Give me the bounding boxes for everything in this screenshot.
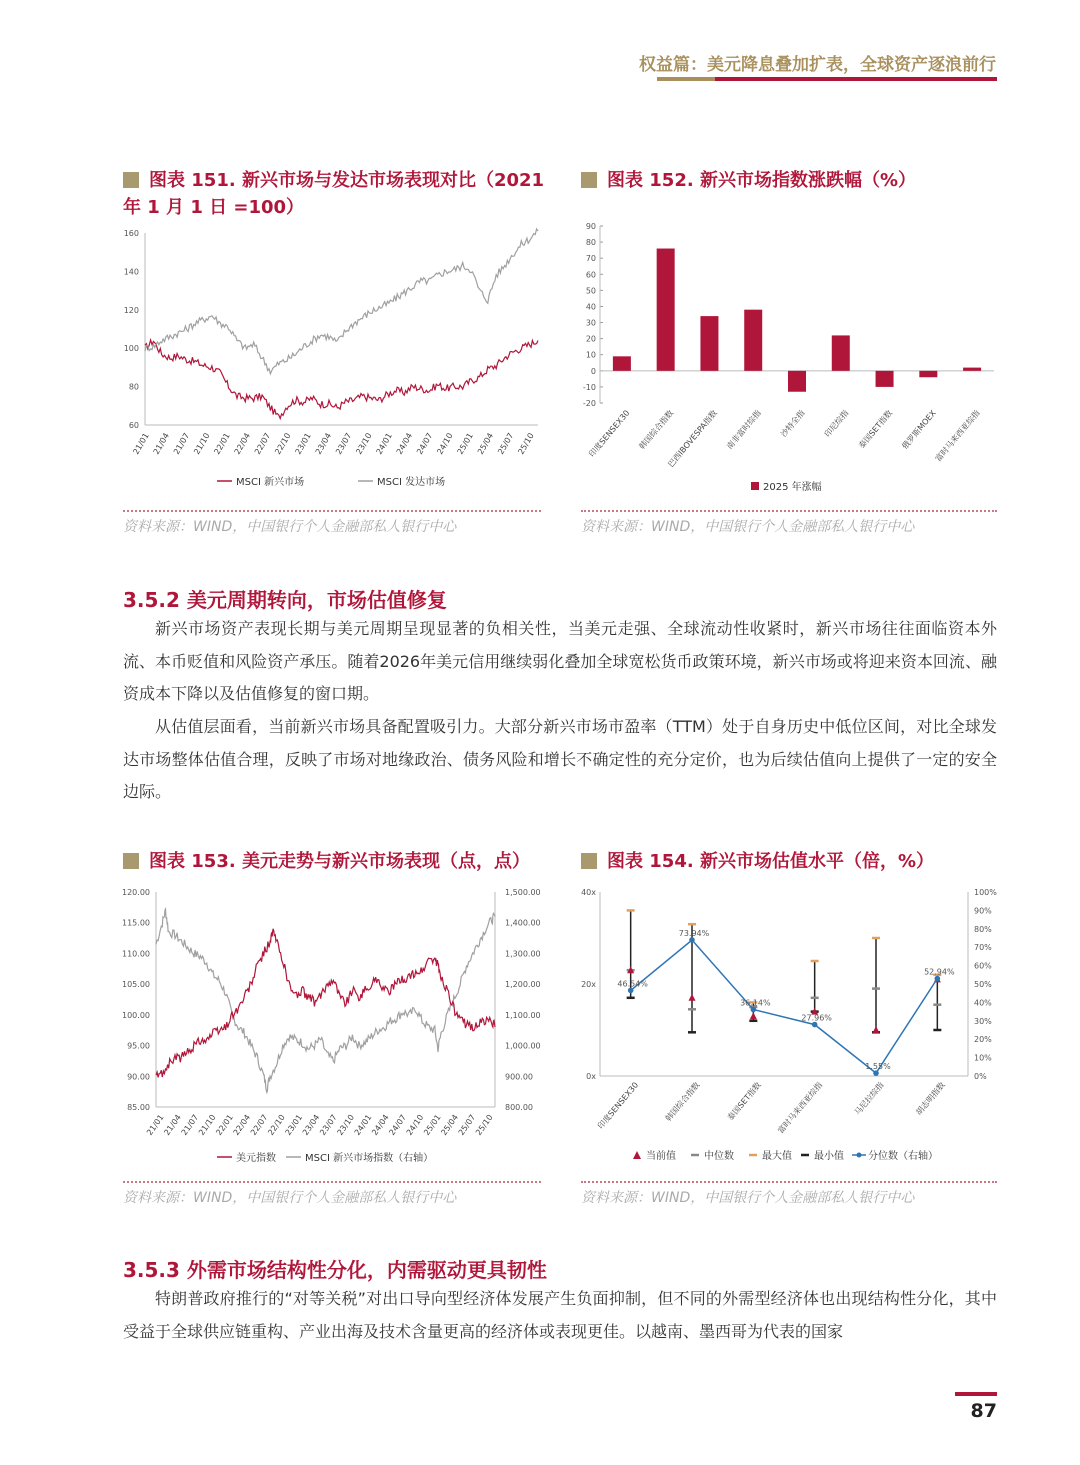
x-tick-label: 24/01 [352, 1112, 374, 1138]
x-category-label: 巴西IBOVESPA指数 [666, 408, 719, 469]
percentile-point [689, 937, 695, 943]
x-tick-label: 24/04 [370, 1112, 391, 1138]
y-tick-label: 0 [590, 366, 596, 376]
fig154-divider [581, 1181, 997, 1183]
legend-label-em: MSCI 新兴市场 [236, 477, 305, 488]
percentile-label: 36.14% [740, 998, 771, 1008]
fig152-source: 资料来源：WIND，中国银行个人金融部私人银行中心 [581, 519, 915, 535]
current-marker [750, 1012, 757, 1019]
left-tick-label: 40x [581, 888, 596, 897]
x-category-label: 南非富时综指 [725, 408, 763, 452]
fig151-chart [120, 225, 545, 500]
legend-label: 中位数 [704, 1151, 734, 1162]
x-category-label: 富时马来西亚综指 [776, 1080, 825, 1136]
fig153-divider [123, 1181, 541, 1183]
x-category-label: 韩国综合指数 [663, 1080, 702, 1124]
x-tick-label: 22/10 [266, 1112, 287, 1138]
legend-swatch-dot [857, 1153, 862, 1158]
x-category-label: 沙特全指 [779, 408, 807, 439]
x-tick-label: 22/01 [214, 1112, 235, 1138]
left-tick-label: 90.00 [127, 1072, 150, 1082]
left-tick-label: 0x [586, 1072, 596, 1081]
x-category-label: 马尼拉综指 [852, 1080, 886, 1117]
percentile-label: 46.54% [617, 979, 648, 989]
bar [657, 249, 675, 371]
left-tick-label: 110.00 [122, 949, 150, 959]
left-tick-label: 105.00 [122, 980, 150, 990]
x-tick-label: 21/01 [131, 431, 151, 456]
percentile-point [873, 1070, 879, 1076]
series-line [156, 909, 495, 1092]
running-header: 权益篇：美元降息叠加扩表，全球资产逐浪前行 [639, 55, 996, 75]
x-tick-label: 21/04 [151, 431, 171, 456]
fig153-title [123, 848, 553, 875]
x-tick-label: 22/04 [231, 1112, 253, 1138]
right-tick-label: 80% [974, 924, 992, 934]
y-tick-label: 20 [585, 334, 596, 344]
x-tick-label: 24/01 [374, 431, 394, 456]
left-tick-label: 85.00 [127, 1103, 150, 1112]
fig152-chart [578, 218, 1000, 500]
right-tick-label: 50% [974, 980, 992, 989]
percentile-label: 52.94% [924, 967, 955, 977]
percentile-label: 27.96% [801, 1013, 832, 1023]
left-tick-label: 20x [581, 980, 596, 989]
x-category-label: 胡志明指数 [914, 1080, 947, 1117]
y-tick-label: 60 [128, 421, 139, 430]
x-tick-label: 21/04 [162, 1112, 183, 1138]
right-tick-label: 1,300.00 [505, 949, 541, 959]
left-tick-label: 95.00 [127, 1041, 150, 1051]
bar [744, 310, 762, 371]
bar [788, 371, 806, 392]
percentile-label: 1.55% [865, 1062, 891, 1072]
x-category-label: 印度SENSEX30 [596, 1080, 641, 1131]
x-tick-label: 24/10 [435, 431, 455, 456]
x-tick-label: 23/07 [318, 1112, 339, 1138]
x-category-label: 印尼综指 [822, 408, 851, 439]
x-tick-label: 22/07 [248, 1112, 270, 1138]
y-tick-label: 80 [585, 238, 596, 248]
percentile-point [751, 1007, 757, 1013]
left-tick-label: 120.00 [122, 888, 150, 897]
y-tick-label: 140 [123, 267, 139, 277]
legend-label-usd: 美元指数 [236, 1153, 276, 1164]
fig153-chart [120, 880, 550, 1170]
x-tick-label: 21/01 [145, 1112, 166, 1138]
x-category-label: 韩国综合指数 [637, 408, 676, 452]
right-tick-label: 70% [974, 943, 992, 953]
right-tick-label: 800.00 [505, 1103, 533, 1112]
fig154-title-text: 图表 154. 新兴市场估值水平（倍，%） [607, 851, 934, 872]
x-category-label: 俄罗斯MOEX [900, 408, 938, 451]
x-tick-label: 25/04 [439, 1112, 461, 1138]
right-tick-label: 900.00 [505, 1072, 533, 1082]
x-tick-label: 21/10 [196, 1112, 218, 1138]
y-tick-label: 50 [585, 286, 596, 296]
fig151-divider [123, 510, 541, 512]
x-tick-label: 23/04 [313, 431, 334, 456]
fig153-source: 资料来源：WIND，中国银行个人金融部私人银行中心 [123, 1190, 457, 1206]
legend-label: 2025 年涨幅 [763, 482, 822, 493]
fig154-source: 资料来源：WIND，中国银行个人金融部私人银行中心 [581, 1190, 915, 1206]
x-category-label: 印度SENSEX30 [587, 408, 632, 459]
legend-label-em: MSCI 新兴市场指数（右轴） [305, 1153, 434, 1164]
x-tick-label: 23/07 [334, 431, 354, 456]
x-tick-label: 22/07 [252, 431, 273, 456]
right-tick-label: 40% [974, 998, 992, 1008]
right-tick-label: 1,000.00 [505, 1041, 541, 1051]
y-tick-label: 30 [585, 318, 596, 328]
current-marker [689, 994, 696, 1001]
y-tick-label: 80 [128, 382, 139, 392]
y-tick-label: 120 [123, 305, 139, 315]
page-number: 87 [970, 1400, 997, 1422]
y-tick-label: 160 [123, 229, 139, 238]
x-tick-label: 21/07 [179, 1112, 201, 1138]
right-tick-label: 60% [974, 961, 992, 971]
right-tick-label: 0% [974, 1072, 987, 1081]
percentile-point [935, 976, 941, 982]
legend-label: 最大值 [762, 1151, 792, 1162]
y-tick-label: 90 [585, 222, 596, 231]
section-heading-353: 3.5.3 外需市场结构性分化，内需驱动更具韧性 [123, 1258, 547, 1282]
x-tick-label: 22/10 [273, 431, 293, 456]
right-tick-label: 1,400.00 [505, 918, 541, 928]
x-tick-label: 23/01 [293, 431, 313, 456]
section-heading-352: 3.5.2 美元周期转向，市场估值修复 [123, 588, 447, 612]
x-tick-label: 23/10 [354, 431, 374, 456]
x-tick-label: 21/10 [192, 431, 212, 456]
x-tick-label: 25/01 [455, 431, 475, 456]
fig151-title-text: 图表 151. 新兴市场与发达市场表现对比（2021年 1 月 1 日 =100） [123, 170, 545, 218]
paragraph-352-1: 新兴市场资产表现长期与美元周期呈现显著的负相关性，当美元走强、全球流动性收紧时，新兴市场往往面临资本外流、本币贬值和风险资产承压。随着2026年美元信用继续弱化叠加全球宽松货币政策环境，新兴市场或将迎来资本回流、融资成本下降以及估值修复的窗口期。 [123, 619, 997, 703]
x-tick-label: 23/10 [335, 1112, 357, 1138]
fig152-title-text: 图表 152. 新兴市场指数涨跌幅（%） [607, 170, 916, 191]
x-tick-label: 24/10 [404, 1112, 426, 1138]
legend-swatch [633, 1151, 641, 1159]
current-marker [873, 1026, 880, 1033]
x-category-label: 富时马来西亚综指 [933, 408, 982, 464]
percentile-point [628, 988, 634, 994]
right-tick-label: 100% [974, 888, 997, 897]
percentile-point [812, 1022, 818, 1028]
header-rule-gold [657, 77, 715, 81]
legend-label-dm: MSCI 发达市场 [377, 477, 446, 488]
x-tick-label: 25/07 [496, 431, 516, 456]
x-tick-label: 23/04 [300, 1112, 322, 1138]
title-square-icon [123, 853, 139, 869]
left-tick-label: 100.00 [122, 1010, 150, 1020]
percentile-line [631, 940, 938, 1073]
bar [919, 371, 937, 377]
fig151-source: 资料来源：WIND，中国银行个人金融部私人银行中心 [123, 519, 457, 535]
y-tick-label: 10 [585, 350, 596, 360]
percentile-label: 73.94% [678, 928, 710, 938]
series-line-0 [145, 340, 538, 419]
x-tick-label: 24/07 [415, 431, 435, 456]
bar [613, 356, 631, 370]
right-tick-label: 10% [974, 1053, 992, 1063]
y-tick-label: 40 [585, 302, 596, 312]
right-tick-label: 20% [974, 1035, 992, 1045]
x-tick-label: 25/07 [456, 1112, 478, 1138]
bar [963, 368, 981, 371]
x-category-label: 泰国SET指数 [856, 408, 895, 451]
y-tick-label: -10 [582, 382, 596, 392]
x-tick-label: 22/04 [232, 431, 253, 456]
x-tick-label: 25/10 [516, 431, 536, 456]
right-tick-label: 1,200.00 [505, 980, 541, 990]
legend-label: 分位数（右轴） [868, 1151, 938, 1162]
fig153-title-text: 图表 153. 美元走势与新兴市场表现（点，点） [149, 851, 530, 872]
bar [700, 316, 718, 371]
title-square-icon [581, 172, 597, 188]
x-tick-label: 24/07 [387, 1112, 409, 1138]
paragraph-352-2: 从估值层面看，当前新兴市场具备配置吸引力。大部分新兴市场市盈率（TTM）处于自身历史中低位区间，对比全球发达市场整体估值合理，反映了市场对地缘政治、债务风险和增长不确定性的充分定价，也为后续估值向上提供了一定的安全边际。 [123, 717, 997, 801]
right-tick-label: 30% [974, 1016, 992, 1026]
legend-label: 最小值 [814, 1151, 844, 1162]
y-tick-label: 70 [585, 254, 596, 264]
x-tick-label: 25/04 [475, 431, 496, 456]
fig152-title [581, 167, 1001, 194]
y-tick-label: -20 [582, 399, 596, 408]
page-number-rule [955, 1392, 997, 1396]
fig154-chart [578, 880, 1000, 1170]
x-category-label: 泰国SET指数 [725, 1080, 763, 1123]
right-tick-label: 90% [974, 906, 992, 916]
left-tick-label: 115.00 [122, 918, 150, 928]
x-tick-label: 21/07 [171, 431, 192, 456]
y-tick-label: 60 [585, 270, 596, 280]
y-tick-label: 100 [123, 344, 139, 354]
x-tick-label: 22/01 [212, 431, 232, 456]
legend-label: 当前值 [646, 1151, 676, 1162]
title-square-icon [581, 853, 597, 869]
bar [876, 371, 894, 387]
bar [832, 335, 850, 370]
legend-swatch [751, 482, 759, 490]
paragraph-353-1: 特朗普政府推行的“对等关税”对出口导向型经济体发展产生负面抑制，但不同的外需型经济体也出现结构性分化，其中受益于全球供应链重构、产业出海及技术含量更高的经济体或表现更佳。以越南、墨西哥为代表的国家 [123, 1289, 997, 1341]
fig154-title [581, 848, 1001, 875]
x-tick-label: 23/01 [283, 1112, 305, 1138]
series-line [156, 929, 495, 1078]
right-tick-label: 1,500.00 [505, 888, 541, 897]
header-rule-red [715, 77, 997, 81]
title-square-icon [123, 172, 139, 188]
fig151-title [123, 167, 548, 221]
x-tick-label: 25/01 [422, 1112, 443, 1138]
x-tick-label: 25/10 [474, 1112, 495, 1138]
series-line-1 [145, 229, 538, 374]
x-tick-label: 24/04 [394, 431, 415, 456]
right-tick-label: 1,100.00 [505, 1010, 541, 1020]
fig152-divider [581, 510, 997, 512]
